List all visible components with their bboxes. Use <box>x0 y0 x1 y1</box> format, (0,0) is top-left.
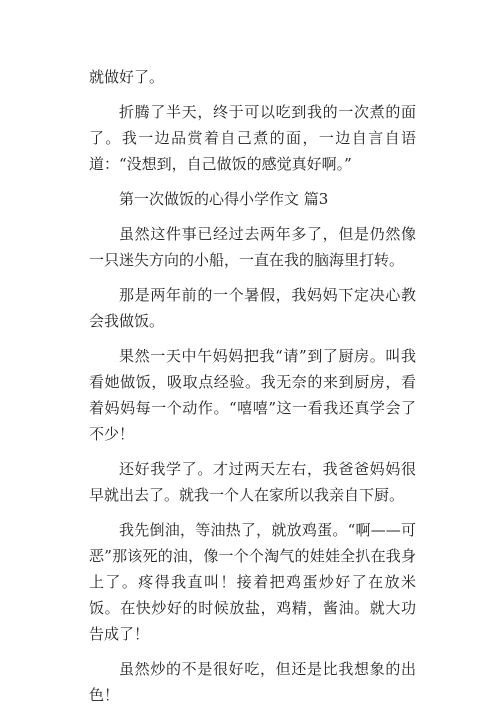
paragraph-result: 虽然炒的不是很好吃，但还是比我想象的出色！ <box>89 660 416 704</box>
document-body <box>89 64 416 708</box>
paragraph-cooking: 我先倒油，等油热了，就放鸡蛋。“啊——可恶”那该死的油，像一个个淘气的娃娃全扒在我身上了。疼得我直叫！接着把鸡蛋炒好了在放米饭。在快炒好的时候放盐，鸡精，酱油。就大功告成了！ <box>89 521 416 643</box>
section-heading: 第一次做饭的心得小学作文 篇3 <box>119 190 329 208</box>
paragraph-ending: 就做好了。 <box>89 68 165 86</box>
paragraph-kitchen: 果然一天中午妈妈把我“请”到了厨房。叫我看她做饭，吸取点经验。我无奈的来到厨房，看着妈妈每一个动作。“嘻嘻”这一看我还真学会了不少！ <box>89 347 416 443</box>
paragraph-summer: 那是两年前的一个暑假，我妈妈下定决心教会我做饭。 <box>89 286 416 330</box>
paragraph-eating-noodles: 折腾了半天，终于可以吃到我的一次煮的面了。我一边品赏着自己煮的面，一边自言自语道：“没想到，自己做饭的感觉真好啊。” <box>89 103 416 173</box>
paragraph-intro: 虽然这件事已经过去两年多了，但是仍然像一只迷失方向的小船，一直在我的脑海里打转。 <box>89 225 416 269</box>
paragraph-alone: 还好我学了。才过两天左右，我爸爸妈妈很早就出去了。就我一个人在家所以我亲自下厨。 <box>89 460 416 504</box>
